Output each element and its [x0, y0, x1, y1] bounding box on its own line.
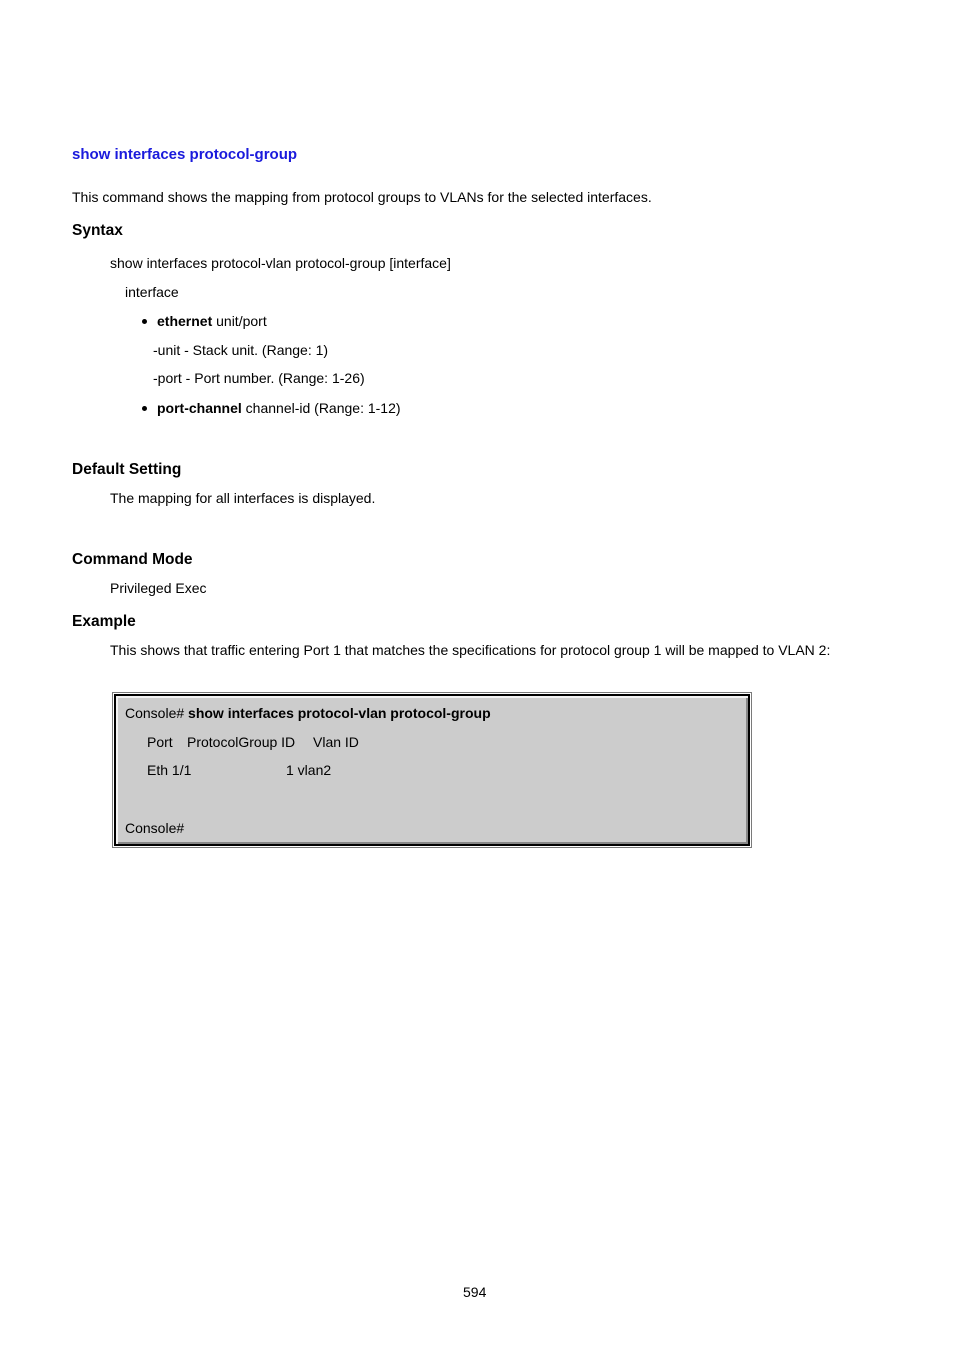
header-protocol-group-id: ProtocolGroup ID: [187, 734, 296, 750]
default-setting-text: The mapping for all interfaces is displayed.: [110, 490, 376, 506]
command-mode-text: Privileged Exec: [110, 580, 207, 596]
console-output-box: [114, 694, 750, 846]
command-mode-heading: Command Mode: [72, 551, 193, 568]
example-heading: Example: [72, 613, 136, 630]
row-group-vlan: 1 vlan2: [286, 762, 332, 778]
default-setting-heading: Default Setting: [72, 461, 182, 478]
bullet-icon: [142, 406, 147, 411]
syntax-item-ethernet: [157, 313, 267, 329]
console-prompt: Console#: [125, 705, 185, 721]
ethernet-desc: unit/port: [212, 313, 267, 329]
console-end-prompt: Console#: [125, 820, 185, 836]
page-number: 594: [463, 1284, 487, 1300]
sub-port: -port - Port number. (Range: 1-26): [153, 370, 365, 386]
bullet-icon: [142, 319, 147, 324]
header-port: Port: [147, 734, 173, 750]
example-text: This shows that traffic entering Port 1 that matches the specifications for protocol group 1 will be mapped to VLAN 2:: [110, 642, 831, 658]
syntax-item-port-channel: [157, 400, 401, 416]
row-port: Eth 1/1: [147, 762, 192, 778]
description: This command shows the mapping from protocol groups to VLANs for the selected interfaces.: [72, 189, 652, 205]
sub-unit: -unit - Stack unit. (Range: 1): [153, 342, 329, 358]
console-command-line: [125, 705, 491, 721]
ethernet-keyword: ethernet: [157, 313, 213, 329]
console-command: show interfaces protocol-vlan protocol-group: [188, 705, 491, 721]
command-title: show interfaces protocol-group: [72, 146, 298, 163]
syntax-param: interface: [125, 284, 179, 300]
syntax-command: show interfaces protocol-vlan protocol-group [interface]: [110, 255, 451, 271]
syntax-heading: Syntax: [72, 222, 123, 239]
header-vlan-id: Vlan ID: [313, 734, 359, 750]
port-channel-keyword: port-channel: [157, 400, 242, 416]
port-channel-desc: channel-id (Range: 1-12): [241, 400, 401, 416]
